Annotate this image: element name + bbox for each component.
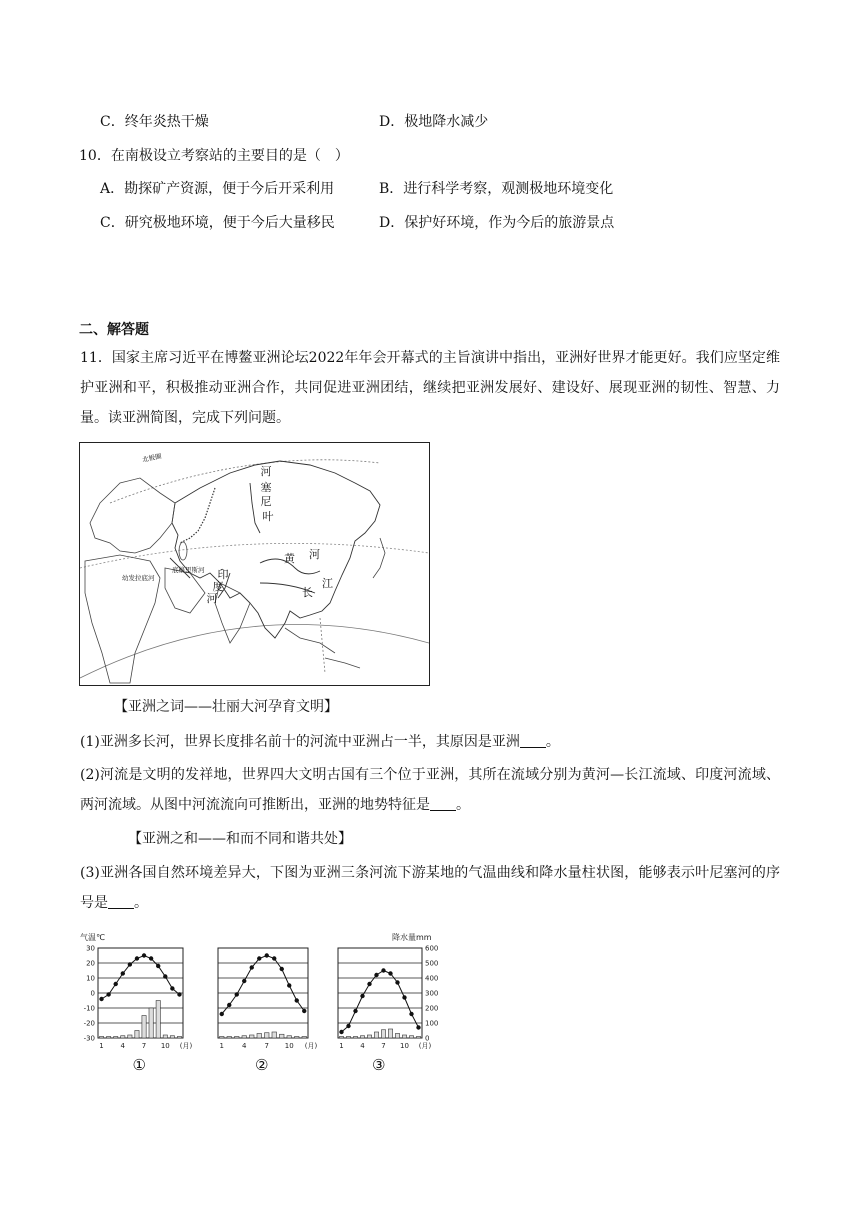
q9-option-c: C．终年炎热干燥 [100,114,209,130]
precipitation-bar [287,1036,292,1038]
section-title: 二、解答题 [79,322,149,338]
x-tick-label: 7 [264,1042,269,1050]
temperature-point [388,971,392,975]
subheading-harmony: 【亚洲之和——和而不同和谐共处】 [128,831,352,847]
temperature-point [280,967,284,971]
temperature-point [302,1009,306,1013]
precipitation-bar [250,1035,255,1038]
figure-number: ① [132,1056,146,1074]
yenisei-label-3: 尼 [260,495,272,508]
temperature-line [102,956,180,1000]
x-tick-label: 4 [120,1042,126,1050]
sub-question-3 [80,858,780,918]
temperature-point [367,982,371,986]
y-tick-label: 10 [86,974,95,983]
y2-tick-label: 300 [425,989,439,998]
y2-axis-label: 降水量mm [392,933,432,942]
subheading-rivers: 【亚洲之词——壮丽大河孕育文明】 [114,699,338,715]
y2-tick-label: 500 [425,959,439,968]
climate-chart-2 [208,930,318,1085]
x-tick-label: 4 [242,1042,247,1050]
y2-tick-label: 100 [425,1019,439,1028]
answer-blank-3[interactable] [108,894,134,909]
y-tick-label: -20 [83,1019,95,1028]
temperature-point [149,956,153,960]
precipitation-bar [235,1037,240,1039]
answer-blank-1[interactable] [520,733,546,748]
x-tick-label: 10 [160,1042,170,1050]
q10-option-d: D．保护好环境，作为今后的旅游景点 [379,215,615,231]
q11-intro: 11．国家主席习近平在博鳌亚洲论坛2022年年会开幕式的主旨演讲中指出，亚洲好世界才能更好。我们应坚定维护亚洲和平，积极推动亚洲合作，共同促进亚洲团结，继续把亚洲发展好、建设好、展现亚洲的韧性、智慧、力量。读亚洲简图，完成下列问题。 [80,350,780,426]
precipitation-bar [272,1032,277,1038]
sub-question-3-text: (3)亚洲各国自然环境差异大，下图为亚洲三条河流下游某地的气温曲线和降水量柱状图，能够表示叶尼塞河的序号是 [80,865,780,911]
precipitation-bar [295,1037,300,1039]
q10-option-b: B．进行科学考察，观测极地环境变化 [379,181,614,197]
sub-question-1 [80,732,560,752]
sub-question-1-text: (1)亚洲多长河，世界长度排名前十的河流中亚洲占一半，其原因是亚洲 [80,734,520,750]
indus-label-3: 河 [206,592,218,605]
sub-question-2-end: 。 [456,797,470,813]
sub-question-1-end: 。 [545,734,560,750]
precipitation-bar [367,1035,371,1038]
x-tick-label: (月) [304,1042,318,1050]
precipitation-bar [280,1034,285,1038]
temperature-point [121,971,125,975]
y-tick-label: -30 [83,1034,95,1043]
figure-number: ② [255,1056,269,1074]
temperature-point [227,1003,231,1007]
changjiang-label-1: 长 [302,586,313,599]
temperature-point [106,992,110,996]
x-tick-label: (月) [179,1042,193,1050]
x-tick-label: 7 [141,1042,147,1050]
temperature-point [272,956,276,960]
euphrates-label: 幼发拉底河 [122,574,155,582]
y2-tick-label: 0 [425,1034,430,1043]
q10-option-c: C．研究极地环境，便于今后大量移民 [100,215,335,231]
temperature-point [339,1030,343,1034]
precipitation-bar [128,1035,132,1038]
climate-chart-1 [80,930,200,1085]
temperature-point [346,1024,350,1028]
precipitation-bar [374,1032,378,1038]
sub-question-3-end: 。 [134,895,148,911]
yenisei-label-1: 河 [260,465,272,478]
y-tick-label: -10 [83,1004,95,1013]
temperature-point [374,973,378,977]
yenisei-label-4: 叶 [262,510,274,523]
temperature-point [353,1009,357,1013]
temperature-point [250,965,254,969]
asia-map [79,442,430,686]
y-tick-label: 20 [86,959,95,968]
temperature-point [114,982,118,986]
climate-chart-3-svg [330,930,445,1085]
huanghe-label-1: 黄 [284,552,295,565]
precipitation-bar [163,1035,167,1038]
precipitation-bar [107,1037,111,1039]
precipitation-bar [265,1033,270,1038]
indus-label-1: 印 [217,568,229,581]
temperature-point [170,986,174,990]
precipitation-bar [360,1036,364,1038]
precipitation-bar [257,1034,262,1039]
y2-tick-label: 200 [425,1004,439,1013]
sub-question-2 [80,760,780,820]
temperature-point [287,983,291,987]
y-tick-label: 0 [90,989,95,998]
q10-option-a: A．勘探矿产资源，便于今后开采利用 [100,181,335,197]
precipitation-bar [220,1037,225,1039]
temperature-point [99,997,103,1001]
y2-tick-label: 600 [425,944,439,953]
x-tick-label: 1 [219,1042,224,1050]
precipitation-bar [388,1029,392,1038]
precipitation-bar [135,1031,139,1039]
precipitation-bar [227,1037,232,1039]
precipitation-bar [346,1037,350,1039]
temperature-point [128,962,132,966]
y-axis-label: 气温℃ [80,933,105,942]
tigris-label: 底格里斯河 [172,566,205,574]
precipitation-bar [114,1037,118,1039]
temperature-point [257,956,261,960]
x-tick-label: (月) [418,1042,432,1050]
q9-option-d: D．极地降水减少 [379,114,489,130]
temperature-point [395,980,399,984]
arctic-circle-label: 北极圈 [141,452,163,464]
temperature-point [416,1025,420,1029]
x-tick-label: 7 [381,1042,386,1050]
x-tick-label: 1 [99,1042,104,1050]
temperature-line [222,956,305,1015]
precipitation-bar [409,1036,413,1038]
changjiang-label-2: 江 [322,577,333,590]
figure-number: ③ [372,1056,386,1074]
asia-map-drawing [80,443,429,685]
precipitation-bar [339,1037,343,1039]
precipitation-bar [395,1034,399,1039]
precipitation-bar [149,1008,153,1038]
precipitation-bar [302,1037,307,1039]
x-tick-label: 10 [400,1042,409,1050]
x-tick-label: 4 [360,1042,365,1050]
x-tick-label: 10 [284,1042,294,1050]
precipitation-bar [416,1037,420,1039]
climate-chart-1-svg [80,930,200,1085]
temperature-point [242,979,246,983]
precipitation-bar [381,1030,385,1038]
temperature-point [381,968,385,972]
precipitation-bar [170,1036,174,1038]
temperature-point [163,974,167,978]
y-tick-label: 30 [86,944,95,953]
answer-blank-2[interactable] [430,796,456,811]
temperature-point [265,953,269,957]
yenisei-label-2: 塞 [260,481,272,494]
temperature-point [142,953,146,957]
temperature-point [360,994,364,998]
temperature-point [135,956,139,960]
y2-tick-label: 400 [425,974,439,983]
q10-stem: 10．在南极设立考察站的主要目的是（ ） [79,148,349,164]
temperature-point [295,998,299,1002]
precipitation-bar [99,1037,103,1039]
temperature-point [402,995,406,999]
precipitation-bar [242,1036,247,1038]
sub-question-2-text: (2)河流是文明的发祥地，世界四大文明古国有三个位于亚洲，其所在流域分别为黄河—长江流域、印度河流域、两河流域。从图中河流流向可推断出，亚洲的地势特征是 [80,767,780,813]
precipitation-bar [142,1016,146,1039]
precipitation-bar [177,1037,181,1039]
temperature-point [177,992,181,996]
precipitation-bar [353,1037,357,1039]
precipitation-bar [121,1036,125,1038]
indus-label-2: 度 [212,580,224,593]
climate-chart-2-svg [208,930,318,1085]
temperature-point [156,964,160,968]
temperature-point [235,992,239,996]
x-tick-label: 1 [339,1042,344,1050]
temperature-point [409,1012,413,1016]
precipitation-bar [156,1001,160,1039]
temperature-point [220,1012,224,1016]
huanghe-label-2: 河 [309,548,320,561]
precipitation-bar [402,1035,406,1038]
climate-chart-3 [330,930,445,1085]
